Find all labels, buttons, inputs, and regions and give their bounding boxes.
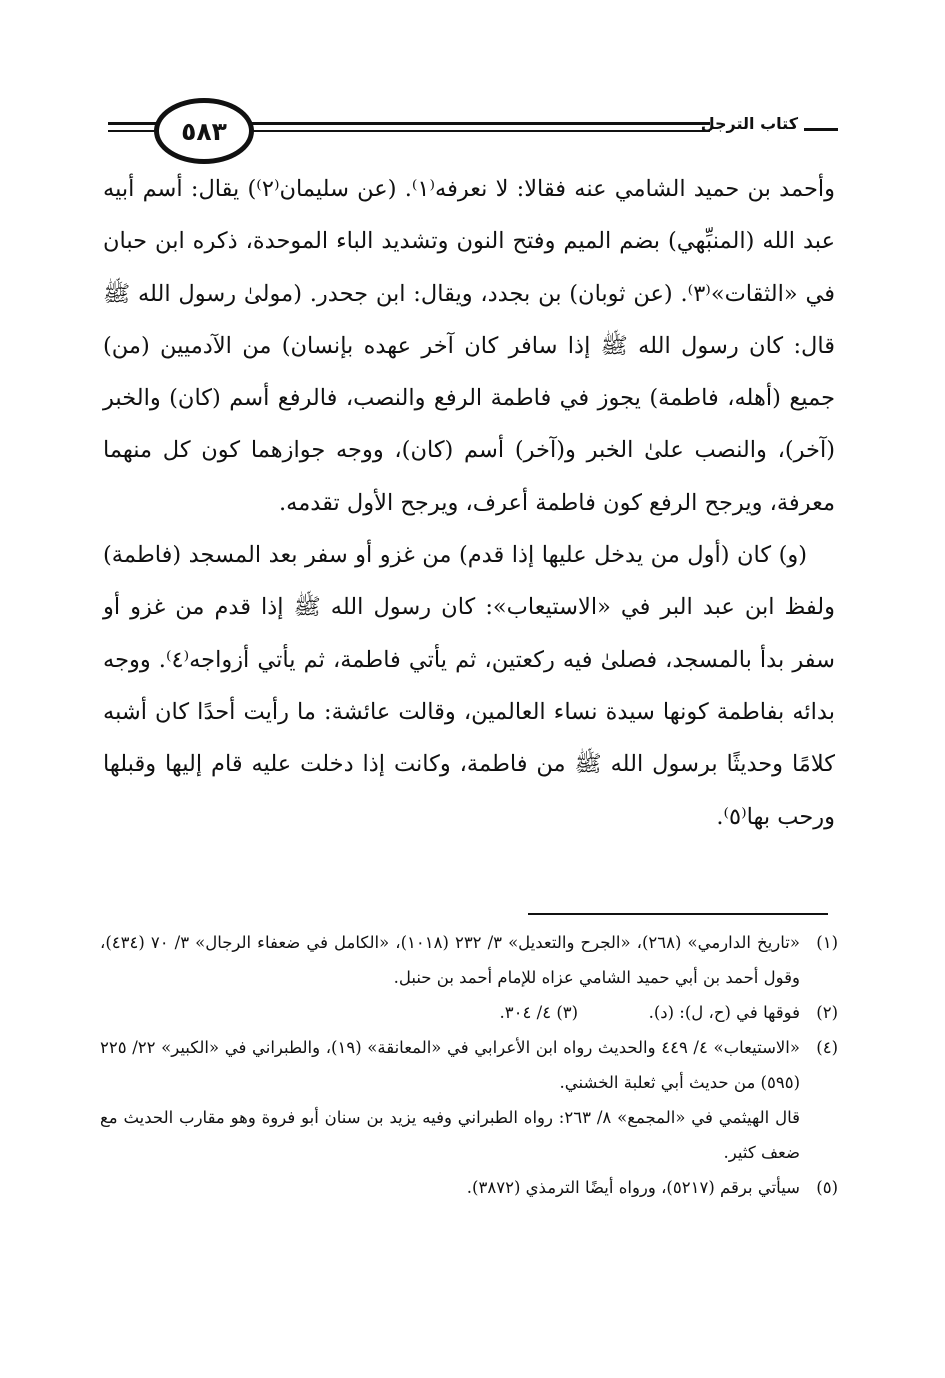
footnote xyxy=(100,925,838,995)
page-number-badge xyxy=(154,98,254,164)
footnote-text: «الاستيعاب» ٤/ ٤٤٩ والحديث رواه ابن الأعرابي في «المعانقة» (١٩)، والطبراني في «الكبير» ٢٢/ ٢٢٥ (٥٩٥) من حديث أبي ثعلبة الخشني. xyxy=(100,1038,800,1092)
paragraph: وأحمد بن حميد الشامي عنه فقالا: لا نعرفه⁽١⁾. (عن سليمان⁽٢⁾) يقال: أسم أبيه عبد الله (المنبِّهي) بضم الميم وفتح النون وتشديد الباء الموحدة، ذكره ابن حبان في «الثقات»⁽٣⁾. (عن ثوبان) بن بجدد، ويقال: ابن جحدر. (مولىٰ رسول الله ﷺ قال: كان رسول الله ﷺ إذا سافر كان آخر عهده بإنسان) من الآدميين (من) جميع (أهله، فاطمة) يجوز في فاطمة الرفع والنصب، فالرفع أسم (كان) والخبر (آخر)، والنصب علىٰ الخبر و(آخر) أسم (كان)، ووجه جوازهما كون كل منهما معرفة، ويرجح الرفع كون فاطمة أعرف، ويرجح الأول تقدمه. xyxy=(103,176,835,516)
main-text xyxy=(103,163,835,843)
footnote-body xyxy=(100,1030,800,1100)
footnote-separator xyxy=(528,913,828,915)
paragraph: (و) كان (أول من يدخل عليها إذا قدم) من غزو أو سفر بعد المسجد (فاطمة) ولفظ ابن عبد البر في «الاستيعاب»: كان رسول الله ﷺ إذا قدم من غزو أو سفر بدأ بالمسجد، فصلىٰ فيه ركعتين، ثم يأتي فاطمة، ثم يأتي أزواجه⁽٤⁾. ووجه بدائه بفاطمة كونها سيدة نساء العالمين، وقالت عائشة: ما رأيت أحدًا كان أشبه كلامًا وحديثًا برسول الله ﷺ من فاطمة، وكانت إذا دخلت عليه قام إليها وقبلها ورحب بها⁽٥⁾. xyxy=(103,542,835,830)
footnote-number: (٥) xyxy=(816,1178,838,1197)
footnote-number: (٢) xyxy=(816,1003,838,1022)
footnotes xyxy=(100,925,838,1205)
footnote xyxy=(100,1030,838,1100)
footnote-number: (٤) xyxy=(816,1038,838,1057)
footnote-number: (١) xyxy=(816,933,838,952)
footnote-continuation xyxy=(100,1100,838,1170)
footnote-text: «تاريخ الدارمي» (٢٦٨)، «الجرح والتعديل» ٣/ ٢٣٢ (١٠١٨)، «الكامل في ضعفاء الرجال» ٣/ ٧٠ (٤٣٤)، وقول أحمد بن أبي حميد الشامي عزاه للإمام أحمد بن حنبل. xyxy=(100,933,800,987)
footnote-number: (٣) xyxy=(556,1003,579,1022)
page-number: ٥٨٣ xyxy=(181,116,227,146)
page-header xyxy=(108,92,838,162)
footnote-text: ٤/ ٣٠٤. xyxy=(499,1003,552,1022)
footnote xyxy=(100,1170,838,1205)
footnote xyxy=(100,995,838,1030)
footnote-text: سيأتي برقم (٥٢١٧)، ورواه أيضًا الترمذي (٣٨٧٢). xyxy=(466,1178,800,1197)
footnote-text: فوقها في (ح، ل): (د). xyxy=(648,1003,800,1022)
footnote-text: قال الهيثمي في «المجمع» ٨/ ٢٦٣: رواه الطبراني وفيه يزيد بن سنان أبو فروة وهو مقارب الحديث مع ضعف كثير. xyxy=(100,1108,800,1162)
footnote-line xyxy=(100,995,800,1030)
header-rule xyxy=(238,122,710,125)
running-title: كتاب الترجل xyxy=(700,114,798,133)
header-rule xyxy=(238,130,710,132)
header-rule xyxy=(804,128,838,131)
